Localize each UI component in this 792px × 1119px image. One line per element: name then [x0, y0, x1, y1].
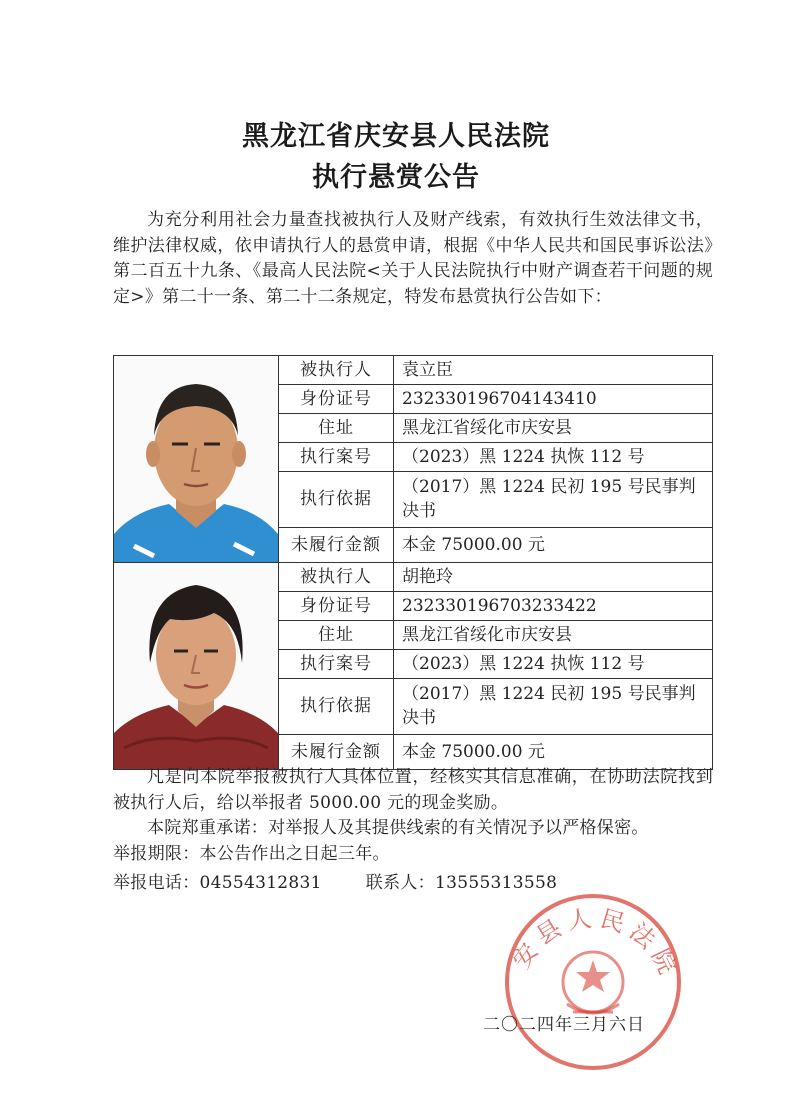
label-case-number: 执行案号 [279, 442, 394, 471]
value-unpaid-amount: 本金 75000.00 元 [394, 527, 713, 562]
debtor-photo-cell [114, 356, 279, 563]
value-basis: （2017）黑 1224 民初 195 号民事判决书 [394, 678, 713, 734]
court-seal [493, 872, 693, 1072]
seal-text: 安县人民法院 [507, 903, 685, 984]
label-basis: 执行依据 [279, 471, 394, 527]
value-case-number: （2023）黑 1224 执恢 112 号 [394, 442, 713, 471]
period-line: 举报期限：本公告作出之日起三年。 [113, 843, 390, 864]
value-debtor-name: 袁立臣 [394, 356, 713, 385]
value-address: 黑龙江省绥化市庆安县 [394, 413, 713, 442]
notice-title: 执行悬赏公告 [312, 162, 480, 193]
label-debtor: 被执行人 [279, 356, 394, 385]
table-row [114, 356, 713, 385]
intro-paragraph [113, 208, 713, 310]
value-id-number: 232330196704143410 [394, 384, 713, 413]
debtor-photo-cell [114, 563, 279, 770]
debtor-photo-1 [114, 356, 278, 562]
contact-person: 联系人：13555313558 [365, 873, 558, 893]
debtor-info-table [113, 355, 713, 770]
label-unpaid-amount: 未履行金额 [279, 734, 394, 769]
table-row [114, 563, 713, 592]
label-id-number: 身份证号 [279, 591, 394, 620]
promise-paragraph: 本院郑重承诺：对举报人及其提供线索的有关情况予以严格保密。 [147, 818, 649, 838]
debtor-photo-2 [114, 563, 278, 769]
report-phone: 举报电话：04554312831 [113, 873, 322, 893]
label-debtor: 被执行人 [279, 563, 394, 592]
issue-date: 二〇二四年三月六日 [483, 1015, 645, 1035]
label-unpaid-amount: 未履行金额 [279, 527, 394, 562]
value-address: 黑龙江省绥化市庆安县 [394, 620, 713, 649]
label-id-number: 身份证号 [279, 384, 394, 413]
label-address: 住址 [279, 413, 394, 442]
intro-text: 为充分利用社会力量查找被执行人及财产线索，有效执行生效法律文书，维护法律权威，依申请执行人的悬赏申请，根据《中华人民共和国民事诉讼法》第二百五十九条、《最高人民法院<关于人民法院执行中财产调查若干问题的规定>》第二十一条、第二十二条规定，特发布悬赏执行公告如下： [113, 210, 713, 307]
label-basis: 执行依据 [279, 678, 394, 734]
value-unpaid-amount: 本金 75000.00 元 [394, 734, 713, 769]
value-id-number: 232330196703233422 [394, 591, 713, 620]
court-name-title: 黑龙江省庆安县人民法院 [242, 121, 550, 152]
label-address: 住址 [279, 620, 394, 649]
value-case-number: （2023）黑 1224 执恢 112 号 [394, 649, 713, 678]
label-case-number: 执行案号 [279, 649, 394, 678]
value-basis: （2017）黑 1224 民初 195 号民事判决书 [394, 471, 713, 527]
reward-paragraph: 凡是向本院举报被执行人具体位置，经核实其信息准确，在协助法院找到被执行人后，给以举报者 5000.00 元的现金奖励。 [113, 767, 713, 813]
value-debtor-name: 胡艳玲 [394, 563, 713, 592]
